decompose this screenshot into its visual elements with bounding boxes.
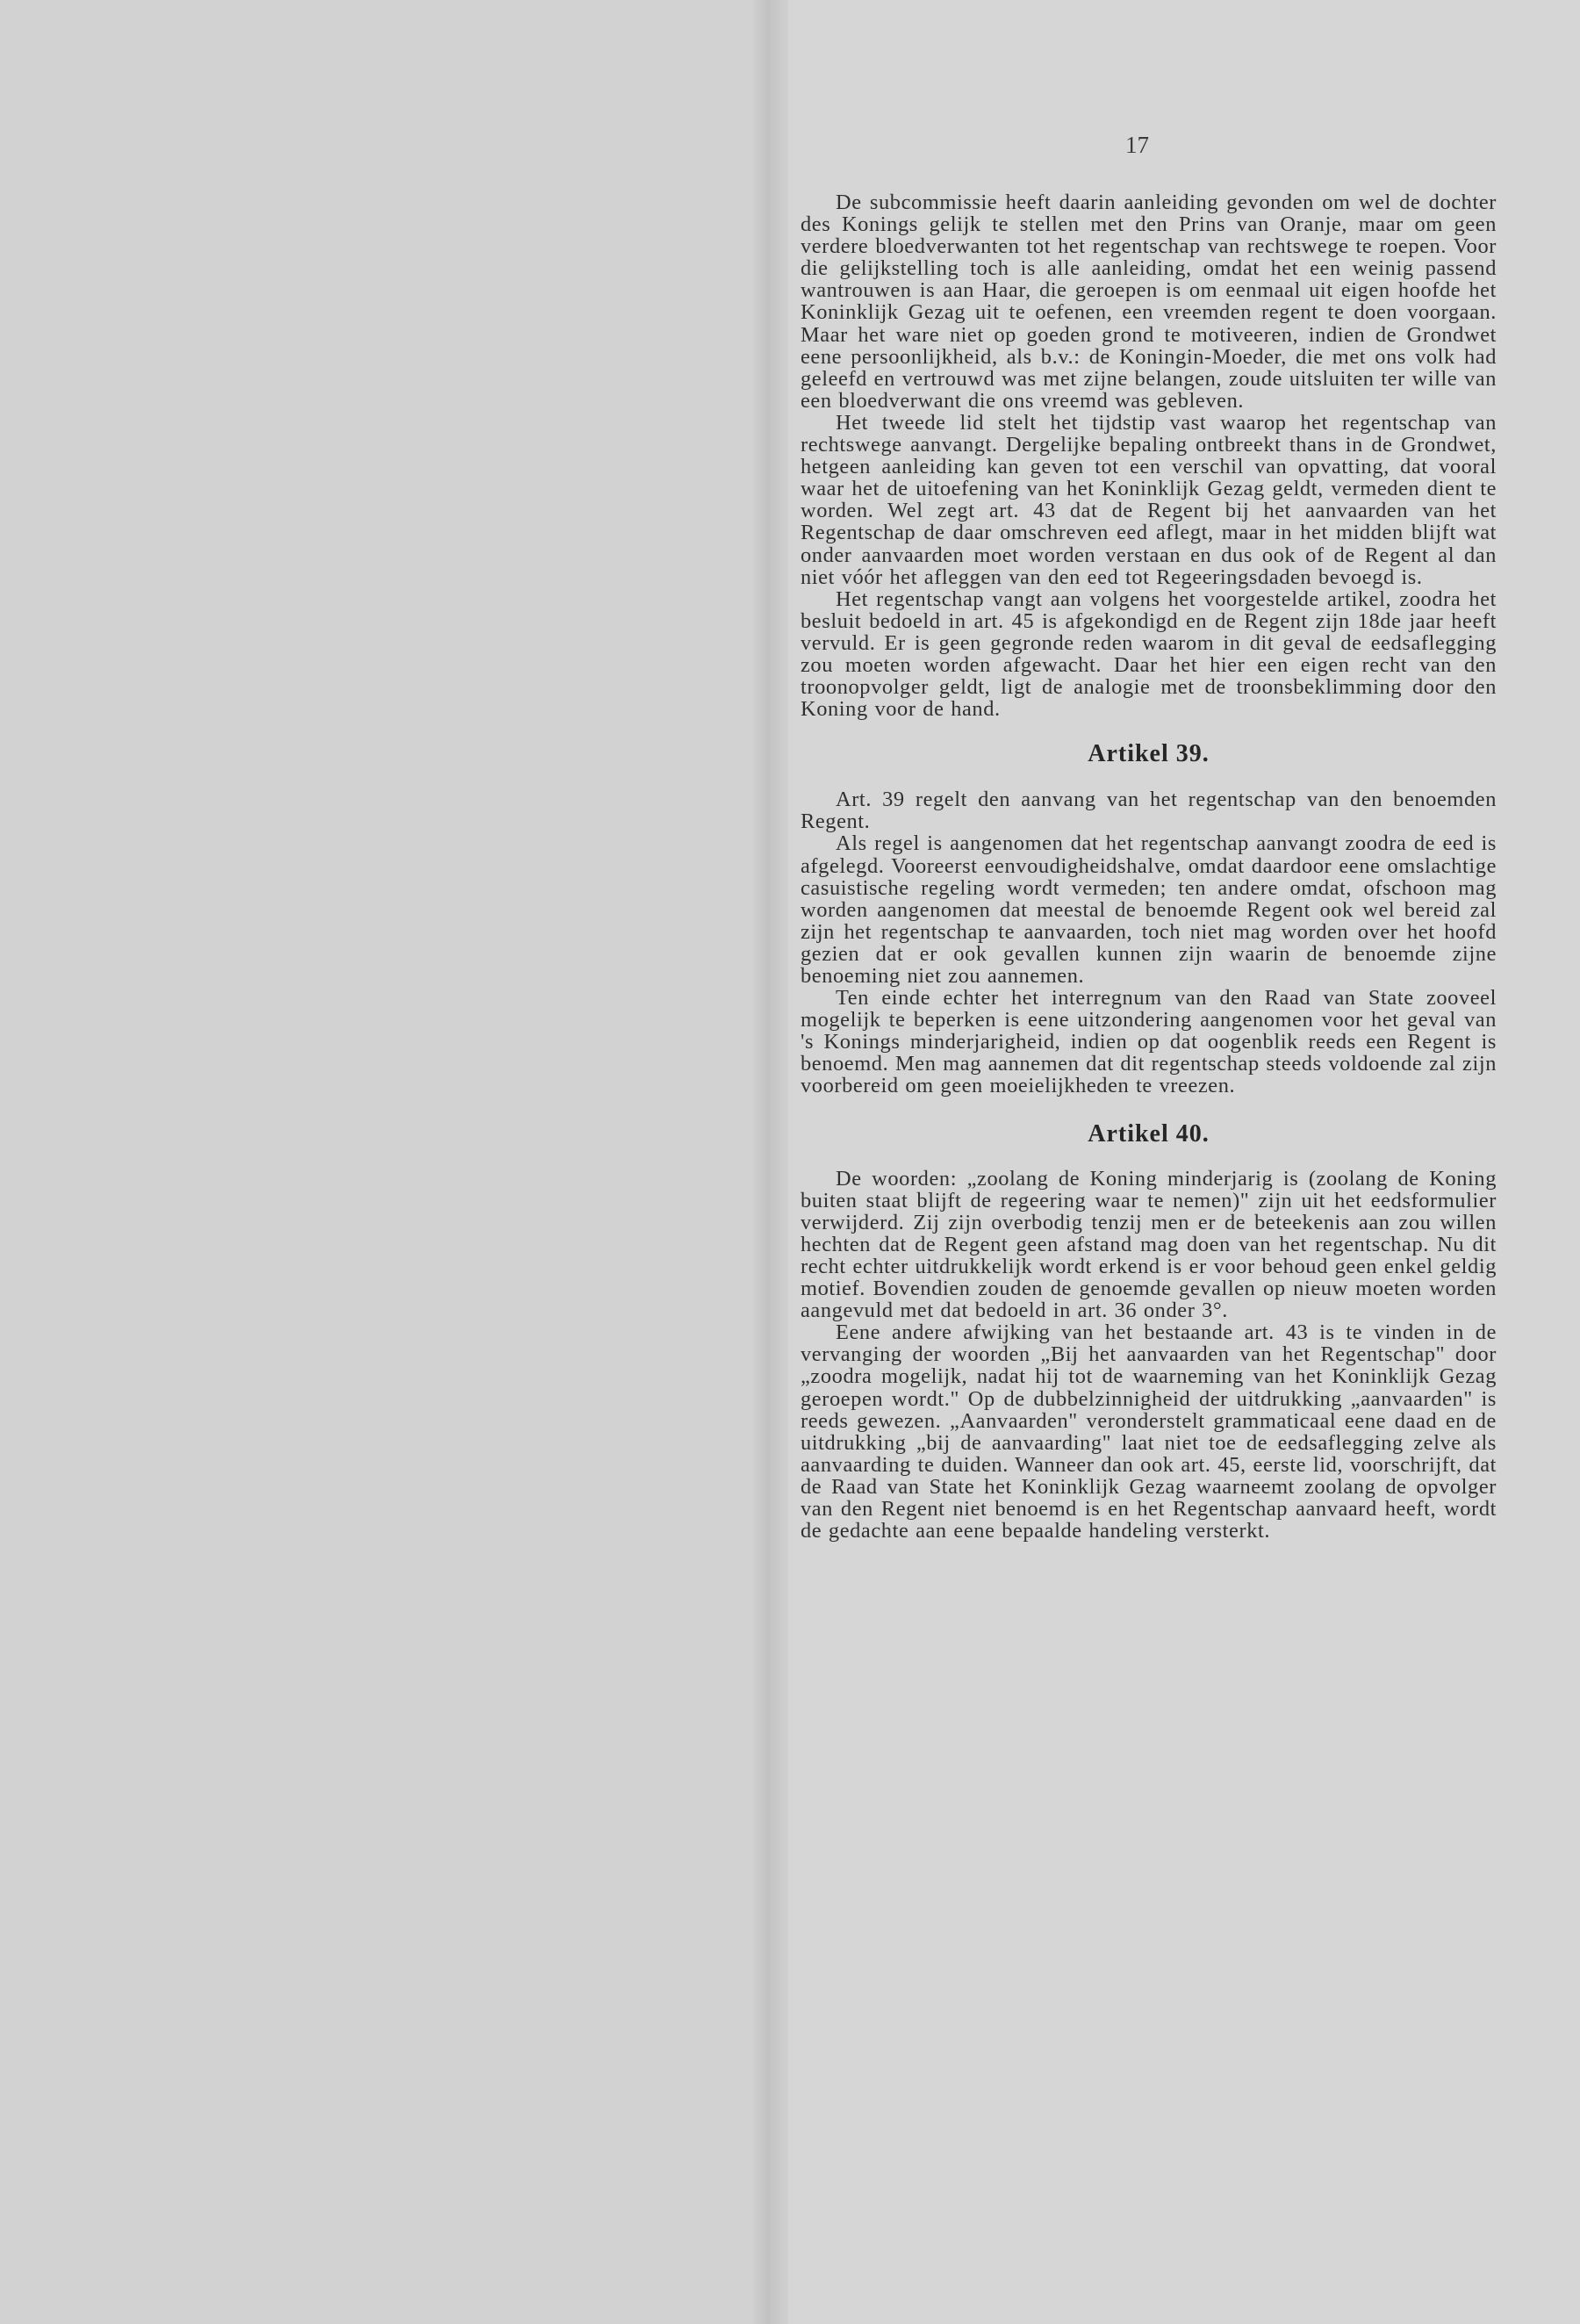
page-number: 17 [1125,132,1149,158]
article-39-paragraph-3: Ten einde echter het interregnum van den Raad van State zooveel mogelijk te beperken is eene uitzondering aangenomen voor het geval van 's Konings minderjarigheid, indien op dat oogenblik reeds een Regent is benoemd. Men mag aannemen dat dit regentschap steeds voldoende zal zijn voorbereid om geen moeielijkheden te vreezen. [801,986,1497,1098]
book-gutter [753,0,788,2324]
article-40-heading: Artikel 40. [1088,1119,1210,1148]
left-blank-page [0,0,753,2324]
article-40-paragraph-1: De woorden: „zoolang de Koning minderjarig is (zoolang de Koning buiten staat blijft de regeering waar te nemen)" zijn uit het eedsformulier verwijderd. Zij zijn overbodig tenzij men er de beteekenis aan zou willen hechten dat de Regent geen afstand mag doen van het regentschap. Nu dit recht echter uitdrukkelijk wordt erkend is er voor behoud geen enkel geldig motief. Bovendien zouden de genoemde gevallen op nieuw moeten worden aangevuld met dat bedoeld in art. 36 onder 3°. [801,1166,1497,1323]
article-39-heading: Artikel 39. [1088,740,1210,768]
article-40-paragraph-2: Eene andere afwijking van het bestaande art. 43 is te vinden in de vervanging der woorden „Bij het aanvaarden van het Regentschap" door „zoodra mogelijk, nadat hij tot de waarneming van het Koninklijk Gezag geroepen wordt." Op de dubbelzinnigheid der uitdrukking „aanvaarden" is reeds gewezen. „Aanvaarden" veronderstelt grammaticaal eene daad en de uitdrukking „bij de aanvaarding" laat niet toe de eedsaflegging zelve als aanvaarding te duiden. Wanneer dan ook art. 45, eerste lid, voorschrijft, dat de Raad van State het Koninklijk Gezag waarneemt zoolang de opvolger van den Regent niet benoemd is en het Regentschap aanvaard heeft, wordt de gedachte aan eene bepaalde handeling versterkt. [801,1320,1497,1543]
intro-paragraph-1: De subcommissie heeft daarin aanleiding gevonden om wel de dochter des Konings gelijk te stellen met den Prins van Oranje, maar om geen verdere bloedverwanten tot het regentschap van rechtswege te roepen. Voor die gelijkstelling toch is alle aanleiding, omdat het een weinig passend wantrouwen is aan Haar, die geroepen is om eenmaal uit eigen hoofde het Koninklijk Gezag uit te oefenen, een vreemden regent te doen voorgaan. Maar het ware niet op goeden grond te motiveeren, indien de Grondwet eene persoonlijkheid, als b.v.: de Koningin-Moeder, die met ons volk had geleefd en vertrouwd was met zijne belangen, zoude uitsluiten ter wille van een bloedverwant die ons vreemd was gebleven. [801,191,1497,413]
intro-paragraph-2: Het tweede lid stelt het tijdstip vast waarop het regentschap van rechtswege aanvangt. Dergelijke bepaling ontbreekt thans in de Grondwet, hetgeen aanleiding kan geven tot een verschil van opvatting, dat vooral waar het de uitoefening van het Koninklijk Gezag geldt, vermeden dient te worden. Wel zegt art. 43 dat de Regent bij het aanvaarden van het Regentschap de daar omschreven eed aflegt, maar in het midden blijft wat onder aanvaarden moet worden verstaan en dus ook of de Regent al dan niet vóór het afleggen van den eed tot Regeeringsdaden bevoegd is. [801,410,1497,589]
intro-paragraph-3: Het regentschap vangt aan volgens het voorgestelde artikel, zoodra het besluit bedoeld in art. 45 is afgekondigd en de Regent zijn 18de jaar heeft vervuld. Er is geen gegronde reden waarom in dit geval de eedsaflegging zou moeten worden afgewacht. Daar het hier een eigen recht van den troonopvolger geldt, ligt de analogie met de troonsbeklimming door den Koning voor de hand. [801,586,1497,722]
text-column [801,191,1497,1542]
article-39-paragraph-1: Art. 39 regelt den aanvang van het regentschap van den benoemden Regent. [801,788,1497,834]
article-39-paragraph-2: Als regel is aangenomen dat het regentschap aanvangt zoodra de eed is afgelegd. Vooreerst eenvoudigheidshalve, omdat daardoor eene omslachtige casuistische regeling wordt vermeden; ten andere omdat, ofschoon mag worden aangenomen dat meestal de benoemde Regent ook wel bereid zal zijn het regentschap te aanvaarden, toch niet mag worden over het hoofd gezien dat er ook gevallen kunnen zijn waarin de benoemde zijne benoeming niet zou aannemen. [801,831,1497,988]
